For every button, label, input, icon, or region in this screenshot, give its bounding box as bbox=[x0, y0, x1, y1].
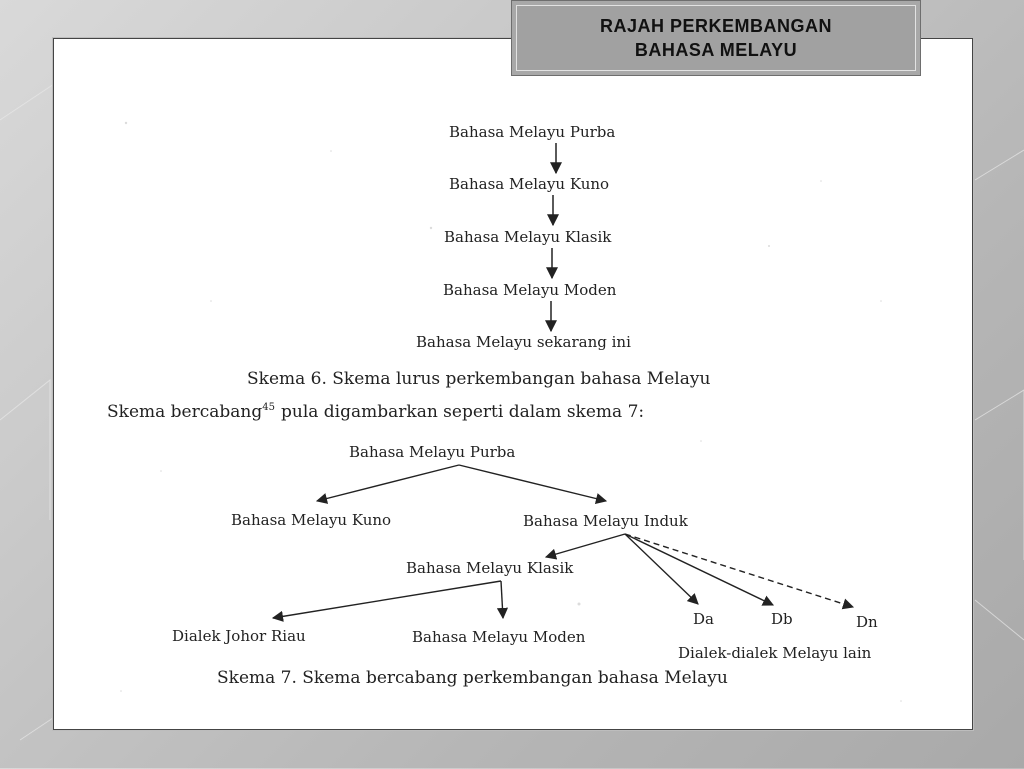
schema7-arrow-purba-induk bbox=[459, 465, 606, 501]
slide-content-frame bbox=[53, 38, 973, 730]
intro-rest: pula digambarkan seperti dalam skema 7: bbox=[280, 402, 645, 422]
schema7-node-klasik: Bahasa Melayu Klasik bbox=[406, 559, 574, 577]
schema6-node-sekarang: Bahasa Melayu sekarang ini bbox=[416, 333, 631, 351]
slide-title-box bbox=[511, 0, 921, 76]
schema6-node-purba: Bahasa Melayu Purba bbox=[449, 123, 616, 141]
schema7-arrow-klasik-johor bbox=[273, 581, 501, 618]
schema7-node-db: Db bbox=[771, 610, 793, 628]
schema7-node-kuno: Bahasa Melayu Kuno bbox=[231, 511, 392, 529]
intro-text: Skema bercabang bbox=[107, 402, 263, 422]
schema6-node-moden: Bahasa Melayu Moden bbox=[443, 281, 617, 299]
schema6-caption: Skema 6. Skema lurus perkembangan bahasa Melayu bbox=[247, 369, 711, 389]
schema7-node-moden: Bahasa Melayu Moden bbox=[412, 628, 586, 646]
schema7-node-dialek-lain: Dialek-dialek Melayu lain bbox=[678, 644, 872, 662]
schema7-arrow-induk-klasik bbox=[546, 534, 625, 557]
schema7-node-da: Da bbox=[693, 610, 714, 628]
schema7-node-induk: Bahasa Melayu Induk bbox=[523, 512, 688, 530]
schema7-node-johor: Dialek Johor Riau bbox=[172, 627, 306, 645]
slide-title-inner bbox=[516, 5, 916, 71]
slide-title-line1: RAJAH PERKEMBANGAN bbox=[599, 16, 832, 36]
schema7-arrow-purba-kuno bbox=[317, 465, 459, 501]
schema7-arrow-klasik-moden bbox=[501, 581, 503, 618]
intro-sentence bbox=[107, 402, 644, 422]
schema7-node-purba: Bahasa Melayu Purba bbox=[349, 443, 516, 461]
schema7-node-dn: Dn bbox=[856, 613, 878, 631]
schema6-node-kuno: Bahasa Melayu Kuno bbox=[449, 175, 610, 193]
schema7-arrow-induk-dn bbox=[625, 534, 853, 607]
scanned-diagram bbox=[1, 1, 1024, 769]
schema6-node-klasik: Bahasa Melayu Klasik bbox=[444, 228, 612, 246]
schema7-arrow-induk-da bbox=[625, 534, 698, 604]
slide-title-line2: BAHASA MELAYU bbox=[634, 40, 798, 60]
schema7-arrow-induk-db bbox=[625, 534, 773, 605]
intro-superscript: 45 bbox=[262, 402, 275, 413]
schema7-caption: Skema 7. Skema bercabang perkembangan bahasa Melayu bbox=[217, 668, 728, 688]
